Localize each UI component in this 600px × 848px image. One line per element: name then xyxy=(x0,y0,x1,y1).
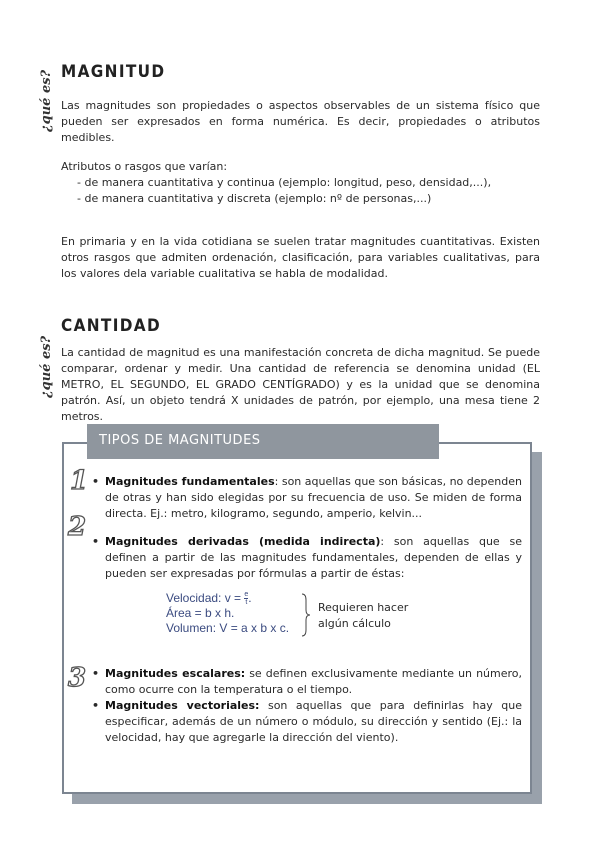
attributes-intro: Atributos o rasgos que varían: xyxy=(61,160,228,173)
number-1-icon: 1 xyxy=(70,466,89,496)
number-3-icon: 3 xyxy=(68,663,87,693)
section-title-magnitud: MAGNITUD xyxy=(61,62,166,82)
list-item-vectoriales: • Magnitudes vectoriales: son aquellas que para definirlas hay que especificar, además de un número o módulo, su dirección y sentido (Ej.: la velocidad, hay que agregarle la dirección del viento). xyxy=(92,698,522,746)
attribute-discrete: - de manera cuantitativa y discreta (ejemplo: nº de personas,...) xyxy=(77,192,432,205)
formula-velocidad: Velocidad: v = $\frac{e}{t}$ . xyxy=(166,591,252,607)
list-item-escalares: • Magnitudes escalares: se definen exclusivamente mediante un número, como ocurre con la temperatura o el tiempo. xyxy=(92,666,522,698)
list-escalares-vectoriales xyxy=(92,666,522,746)
formula-note: Requieren hacer algún cálculo xyxy=(318,601,409,630)
side-note-que-es: ¿qué es? xyxy=(39,69,54,132)
attribute-continuous: - de manera cuantitativa y continua (ejemplo: longitud, peso, densidad,...), xyxy=(77,176,492,189)
box-header: TIPOS DE MAGNITUDES xyxy=(87,424,439,459)
number-2-icon: 2 xyxy=(68,512,87,542)
cantidad-definition: La cantidad de magnitud es una manifestación concreta de dicha magnitud. Se puede comparar, ordenar y medir. Una cantidad de referencia se denomina unidad (EL METRO, EL SEGUNDO, EL GRADO CENTÍGRADO) y es la unidad que se denomina patrón. Así, un objeto tendrá X unidades de patrón, por ejemplo, una mesa tiene 2 metros. xyxy=(61,346,540,423)
formula-block xyxy=(166,591,289,636)
formula-volumen: Volumen: V = a x b x c. xyxy=(166,621,290,636)
list-fundamental xyxy=(92,474,522,522)
list-derivadas xyxy=(92,534,522,582)
formula-area: Área = b x h. xyxy=(166,606,235,621)
section-title-cantidad: CANTIDAD xyxy=(61,316,162,336)
side-note-que-es-2: ¿qué es? xyxy=(39,335,54,398)
list-item-fundamentales: • Magnitudes fundamentales: son aquellas que son básicas, no dependen de otras y han sido elegidas por su frecuencia de uso. Se miden de forma directa. Ej.: metro, kilogramo, segundo, amperio, kelvin... xyxy=(92,474,522,522)
magnitud-definition: Las magnitudes son propiedades o aspectos observables de un sistema físico que pueden ser expresados en forma numérica. Es decir, propiedades o atributos medibles. xyxy=(61,99,540,144)
primary-paragraph: En primaria y en la vida cotidiana se suelen tratar magnitudes cuantitativas. Existen otros rasgos que admiten ordenación, clasificación, para variables cualitativas, para los valores dela variable cualitativa se habla de modalidad. xyxy=(61,235,540,280)
brace-icon xyxy=(300,592,312,638)
list-item-derivadas: • Magnitudes derivadas (medida indirecta): son aquellas que se definen a partir de las magnitudes fundamentales, dependen de ellas y pueden ser expresadas por fórmulas a partir de éstas: xyxy=(92,534,522,582)
